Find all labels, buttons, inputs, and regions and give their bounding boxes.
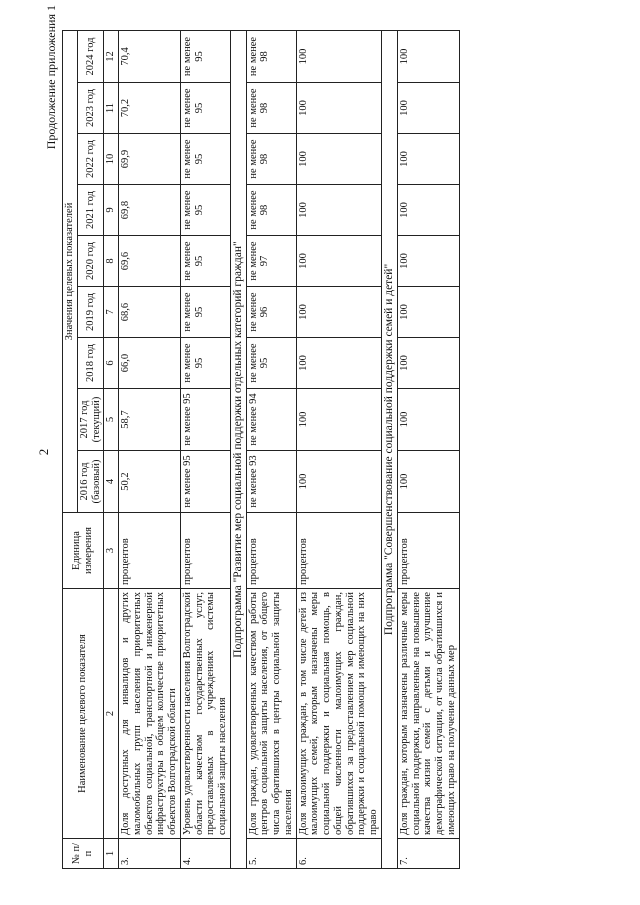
column-number: 5 (104, 389, 119, 451)
header-name: Наименование целевого показателя (63, 589, 104, 839)
column-number: 6 (104, 338, 119, 389)
indicator-value: не менее 95 (180, 134, 230, 185)
indicator-value: не менее 95 (180, 236, 230, 287)
indicator-value: 100 (397, 236, 459, 287)
indicator-value: 69,8 (119, 185, 181, 236)
subprogram-title: Подпрограмма "Развитие мер социальной поддержки отдельных категорий граждан" (230, 30, 246, 868)
indicator-name: Доля малоимущих граждан, в том числе детей из малоимущих семей, которым назначены меры социальной поддержки и социальная помощь, в общей численности малоимущих граждан, обратившихся за предоставлением мер социальной поддержки и социальной помощи и имеющих на них право (296, 589, 381, 839)
row-number: 6. (296, 839, 381, 869)
table-header-row (63, 30, 78, 868)
table-row (246, 30, 296, 868)
indicator-value: 100 (397, 338, 459, 389)
subprogram-row (381, 30, 397, 868)
indicator-value: 66,0 (119, 338, 181, 389)
indicator-value: 69,6 (119, 236, 181, 287)
column-number: 11 (104, 83, 119, 134)
indicator-unit: процентов (180, 513, 230, 589)
indicator-value: не менее 96 (246, 287, 296, 338)
indicator-value: не менее 98 (246, 30, 296, 82)
header-num: № п/п (63, 839, 104, 869)
indicator-value: 100 (296, 236, 381, 287)
subprogram-title: Подпрограмма "Совершенствование социальной поддержки семей и детей" (381, 30, 397, 868)
indicator-value: не менее 95 (180, 185, 230, 236)
header-year: 2021 год (77, 185, 104, 236)
header-year: 2016 год (базовый) (77, 451, 104, 513)
column-number: 9 (104, 185, 119, 236)
table-row (397, 30, 459, 868)
indicator-name: Доля граждан, которым назначены различные меры социальной поддержки, направленные на повышение качества жизни семей с детьми и улучшение демографической ситуации, от числа обратившихся и имеющих право на получение данных мер (397, 589, 459, 839)
indicator-value: 100 (397, 389, 459, 451)
indicator-value: 100 (296, 83, 381, 134)
indicator-value: 58,7 (119, 389, 181, 451)
indicator-name: Доля доступных для инвалидов и других маломобильных групп населения приоритетных объектов социальной, транспортной и инженерной инфраструктуры в общем количестве приоритетных объектов Волгоградской области (119, 589, 181, 839)
indicator-value: не менее 97 (246, 236, 296, 287)
indicator-name: Доля граждан, удовлетворенных качеством работы центров социальной защиты населения, от общего числа обратившихся в центры социальной защиты населения (246, 589, 296, 839)
header-unit: Единица измерения (63, 513, 104, 589)
indicator-value: 100 (397, 134, 459, 185)
column-number: 7 (104, 287, 119, 338)
header-year: 2022 год (77, 134, 104, 185)
indicator-value: не менее 95 (180, 451, 230, 513)
row-number: 7. (397, 839, 459, 869)
header-year: 2024 год (77, 30, 104, 82)
indicator-value: не менее 95 (180, 338, 230, 389)
indicator-value: 100 (397, 287, 459, 338)
indicator-value: не менее 98 (246, 185, 296, 236)
indicator-name: Уровень удовлетворенности населения Волгоградской области качеством государственных услуг, предоставляемых в учреждениях системы социальной защиты населения (180, 589, 230, 839)
indicator-value: 100 (296, 389, 381, 451)
header-year: 2018 год (77, 338, 104, 389)
column-number: 12 (104, 30, 119, 82)
indicator-value: не менее 95 (246, 338, 296, 389)
indicator-unit: процентов (397, 513, 459, 589)
indicator-value: 100 (397, 451, 459, 513)
row-number: 5. (246, 839, 296, 869)
header-values-group: Значения целевых показателей (63, 30, 78, 512)
header-year: 2019 год (77, 287, 104, 338)
column-number: 8 (104, 236, 119, 287)
indicator-value: 100 (296, 134, 381, 185)
indicator-value: 70,4 (119, 30, 181, 82)
indicator-value: 69,9 (119, 134, 181, 185)
table-body (119, 30, 460, 868)
indicator-value: 50,2 (119, 451, 181, 513)
table-row (296, 30, 381, 868)
header-year: 2017 год (текущий) (77, 389, 104, 451)
indicator-value: не менее 95 (180, 287, 230, 338)
header-year: 2020 год (77, 236, 104, 287)
table-row (180, 30, 230, 868)
indicator-value: 70,2 (119, 83, 181, 134)
indicator-value: 100 (397, 185, 459, 236)
appendix-continuation-note: Продолжение приложения 1 (44, 5, 58, 150)
indicator-value: не менее 98 (246, 134, 296, 185)
indicator-value: 100 (296, 30, 381, 82)
column-number: 4 (104, 451, 119, 513)
indicator-value: не менее 95 (180, 30, 230, 82)
indicator-value: 100 (296, 451, 381, 513)
indicator-value: не менее 95 (180, 389, 230, 451)
row-number: 4. (180, 839, 230, 869)
column-numbers-row (104, 30, 119, 868)
indicator-value: не менее 94 (246, 389, 296, 451)
indicator-value: 100 (397, 83, 459, 134)
row-number: 3. (119, 839, 181, 869)
header-year: 2023 год (77, 83, 104, 134)
column-number: 1 (104, 839, 119, 869)
column-number: 3 (104, 513, 119, 589)
indicator-value: 68,6 (119, 287, 181, 338)
indicator-value: не менее 93 (246, 451, 296, 513)
subprogram-row (230, 30, 246, 868)
indicator-unit: процентов (296, 513, 381, 589)
column-number: 10 (104, 134, 119, 185)
table-row (119, 30, 181, 868)
indicator-value: не менее 98 (246, 83, 296, 134)
target-indicators-table (62, 30, 460, 869)
indicator-unit: процентов (119, 513, 181, 589)
indicator-unit: процентов (246, 513, 296, 589)
column-number: 2 (104, 589, 119, 839)
indicator-value: 100 (296, 338, 381, 389)
indicator-value: 100 (296, 185, 381, 236)
indicator-value: не менее 95 (180, 83, 230, 134)
page-number: 2 (36, 448, 51, 456)
indicator-value: 100 (296, 287, 381, 338)
indicator-value: 100 (397, 30, 459, 82)
